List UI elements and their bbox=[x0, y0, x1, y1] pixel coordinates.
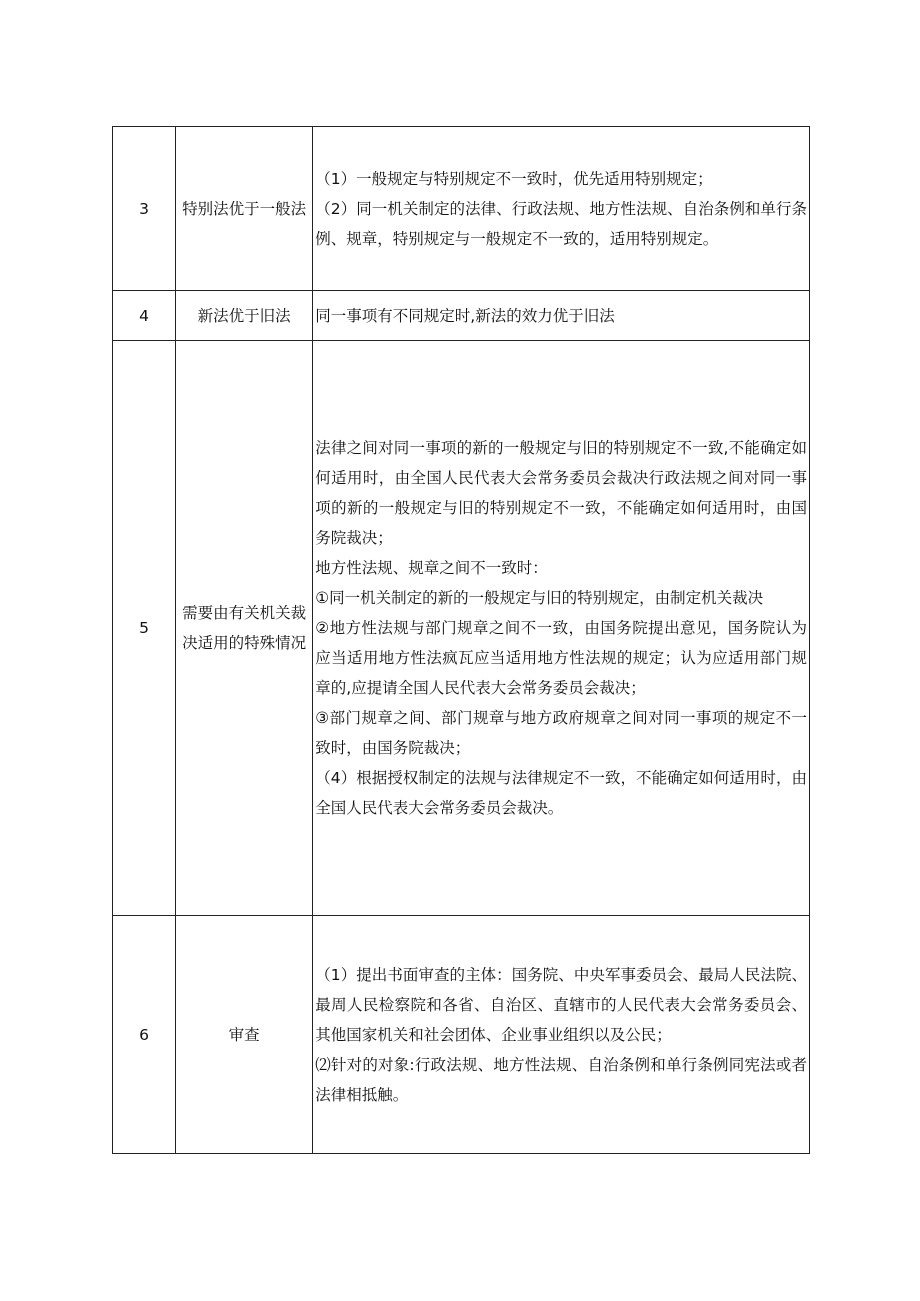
row-number: 4 bbox=[113, 291, 176, 341]
rule-name bbox=[176, 341, 313, 916]
description-line: ②地方性法规与部门规章之间不一致，由国务院提出意见，国务院认为应当适用地方性法疯瓦应当适用地方性法规的规定；认为应适用部门规章的,应提请全国人民代表大会常务委员会裁决； bbox=[315, 619, 807, 697]
description-line: （1）提出书面审查的主体：国务院、中央军事委员会、最局人民法院、最周人民检察院和各省、自治区、直辖市的人民代表大会常务委员会、其他国家机关和社会团体、企业事业组织以及公民； bbox=[315, 965, 807, 1044]
table-row bbox=[113, 127, 810, 291]
description-line: ⑵针对的对象:行政法规、地方性法规、自治条例和单行条例同宪法或者法律相抵触。 bbox=[315, 1055, 807, 1104]
description-line: （2）同一机关制定的法律、行政法规、地方性法规、自治条例和单行条例、规章，特别规定与一般规定不一致的，适用特别规定。 bbox=[315, 199, 807, 248]
row-number: 3 bbox=[113, 127, 176, 291]
description-line: ①同一机关制定的新的一般规定与旧的特别规定，由制定机关裁决 bbox=[315, 589, 764, 607]
row-number: 5 bbox=[113, 341, 176, 916]
rule-description bbox=[313, 291, 810, 341]
description-line: 法律之间对同一事项的新的一般规定与旧的特别规定不一致,不能确定如何适用时，由全国人民代表大会常务委员会裁决行政法规之间对同一事项的新的一般规定与旧的特别规定不一致，不能确定如何适用时，由国务院裁决； bbox=[315, 439, 807, 547]
rule-name bbox=[176, 127, 313, 291]
rule-label: 需要由有关机关裁决适用的特殊情况 bbox=[182, 604, 307, 652]
rule-name bbox=[176, 916, 313, 1154]
row-number: 6 bbox=[113, 916, 176, 1154]
description-line: （4）根据授权制定的法规与法律规定不一致，不能确定如何适用时，由全国人民代表大会常务委员会裁决。 bbox=[315, 769, 807, 817]
rule-name bbox=[176, 291, 313, 341]
rule-label: 新法优于旧法 bbox=[197, 306, 291, 325]
table-row bbox=[113, 291, 810, 341]
description-line: 同一事项有不同规定时,新法的效力优于旧法 bbox=[315, 306, 615, 325]
rule-description bbox=[313, 127, 810, 291]
legal-rules-table bbox=[112, 126, 810, 1154]
table-row bbox=[113, 916, 810, 1154]
table-row bbox=[113, 341, 810, 916]
description-line: （1）一般规定与特别规定不一致时，优先适用特别规定； bbox=[315, 169, 713, 188]
description-line: 地方性法规、规章之间不一致时： bbox=[315, 559, 548, 577]
rule-description bbox=[313, 341, 810, 916]
rule-label: 审查 bbox=[228, 1025, 260, 1044]
rule-label: 特别法优于一般法 bbox=[182, 199, 307, 218]
description-line: ③部门规章之间、部门规章与地方政府规章之间对同一事项的规定不一致时，由国务院裁决； bbox=[315, 709, 807, 757]
rule-description bbox=[313, 916, 810, 1154]
